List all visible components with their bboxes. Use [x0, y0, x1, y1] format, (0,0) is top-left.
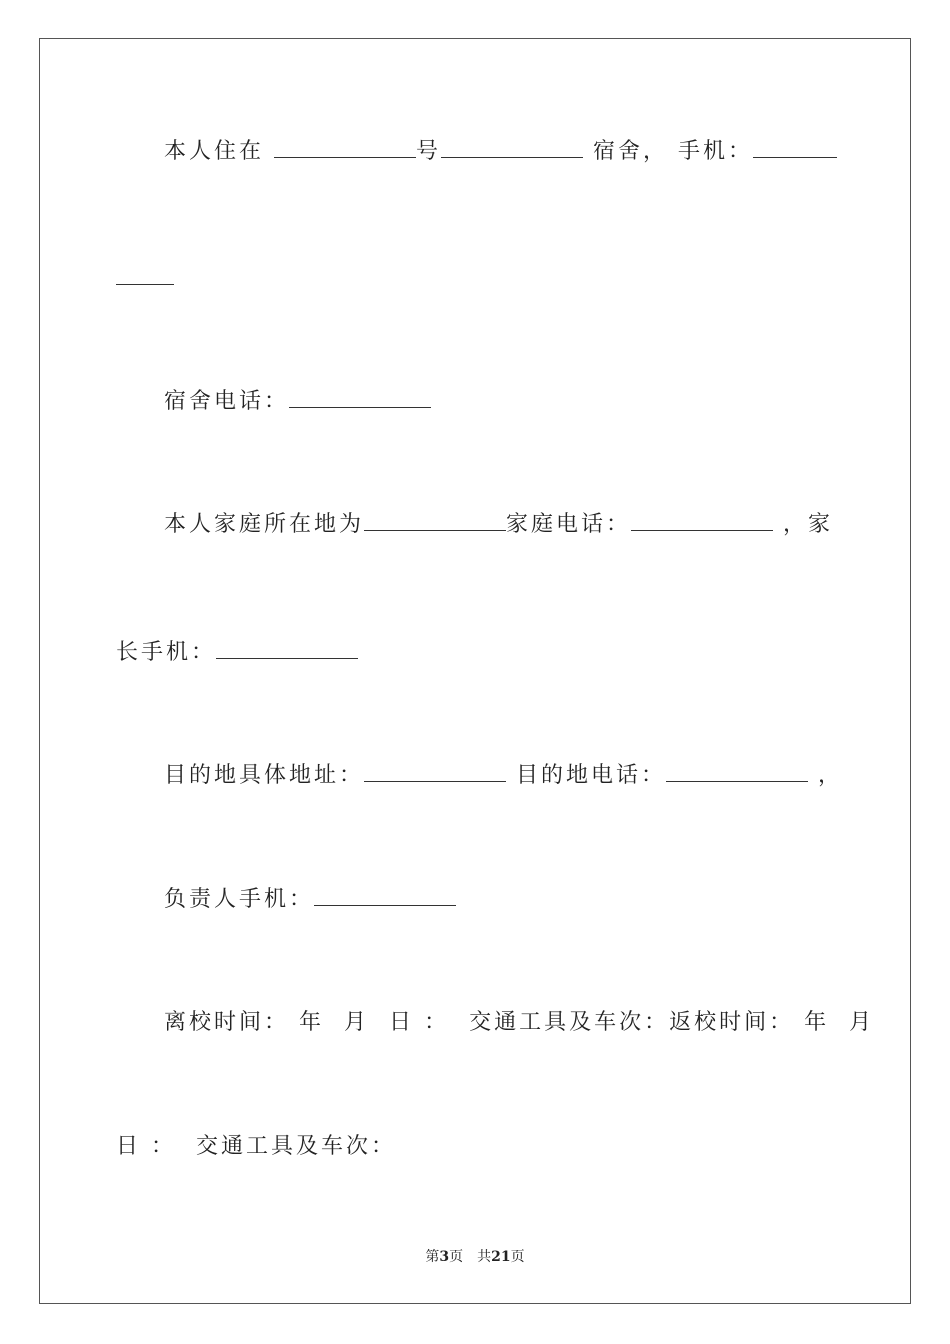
return-month: 月: [849, 1010, 875, 1035]
parent-mobile-blank[interactable]: [216, 636, 358, 659]
residence-label: 本人住在: [164, 139, 265, 164]
footer-mid: 页 共: [449, 1249, 492, 1265]
return-transport-label: 交通工具及车次：: [196, 1134, 397, 1159]
responsible-person-line: [164, 883, 456, 915]
home-location-label: 本人家庭所在地为: [164, 512, 365, 537]
destination-line: [164, 759, 843, 791]
room-blank[interactable]: [441, 135, 583, 158]
dorm-phone-line: [164, 385, 431, 417]
return-day: 日: [116, 1134, 142, 1159]
destination-phone-label: 目的地电话：: [516, 763, 667, 788]
mobile-blank-continued-line: [116, 262, 174, 294]
departure-year: 年: [299, 1010, 325, 1035]
transport-return-label: 交通工具及车次：返校时间：: [469, 1010, 795, 1035]
mobile-blank[interactable]: [753, 135, 837, 158]
page-frame: [39, 38, 911, 1304]
destination-line-end: ，: [818, 763, 844, 788]
home-location-blank[interactable]: [364, 508, 506, 531]
responsible-mobile-blank[interactable]: [314, 883, 456, 906]
home-phone-label: 家庭电话：: [506, 512, 632, 537]
mobile-blank-continued[interactable]: [116, 262, 174, 285]
destination-address-label: 目的地具体地址：: [164, 763, 365, 788]
return-year: 年: [804, 1010, 830, 1035]
destination-phone-blank[interactable]: [666, 759, 808, 782]
departure-colon: ：: [424, 1010, 450, 1035]
building-blank[interactable]: [274, 135, 416, 158]
footer-suffix: 页: [510, 1249, 525, 1265]
current-page-number: 3: [439, 1249, 450, 1265]
home-line: [164, 508, 833, 540]
page-footer: [0, 1247, 950, 1267]
dorm-phone-label: 宿舍电话：: [164, 389, 290, 414]
departure-time-label: 离校时间：: [164, 1010, 290, 1035]
return-transport-line: [116, 1132, 396, 1162]
dorm-phone-blank[interactable]: [289, 385, 431, 408]
departure-day: 日: [389, 1010, 415, 1035]
return-colon: ：: [151, 1134, 177, 1159]
dorm-label: 宿舍，: [593, 139, 669, 164]
destination-address-blank[interactable]: [364, 759, 506, 782]
parent-mobile-line: [116, 636, 358, 668]
residence-line: [164, 135, 837, 167]
footer-prefix: 第: [425, 1249, 440, 1265]
home-phone-blank[interactable]: [631, 508, 773, 531]
mobile-label: 手机：: [678, 139, 754, 164]
number-label: 号: [416, 139, 442, 164]
total-pages-number: 21: [491, 1249, 511, 1265]
travel-dates-line: [164, 1008, 874, 1038]
departure-month: 月: [344, 1010, 370, 1035]
parent-mobile-label: 长手机：: [116, 640, 217, 665]
responsible-mobile-label: 负责人手机：: [164, 887, 315, 912]
home-line-end: ，家: [783, 512, 834, 537]
